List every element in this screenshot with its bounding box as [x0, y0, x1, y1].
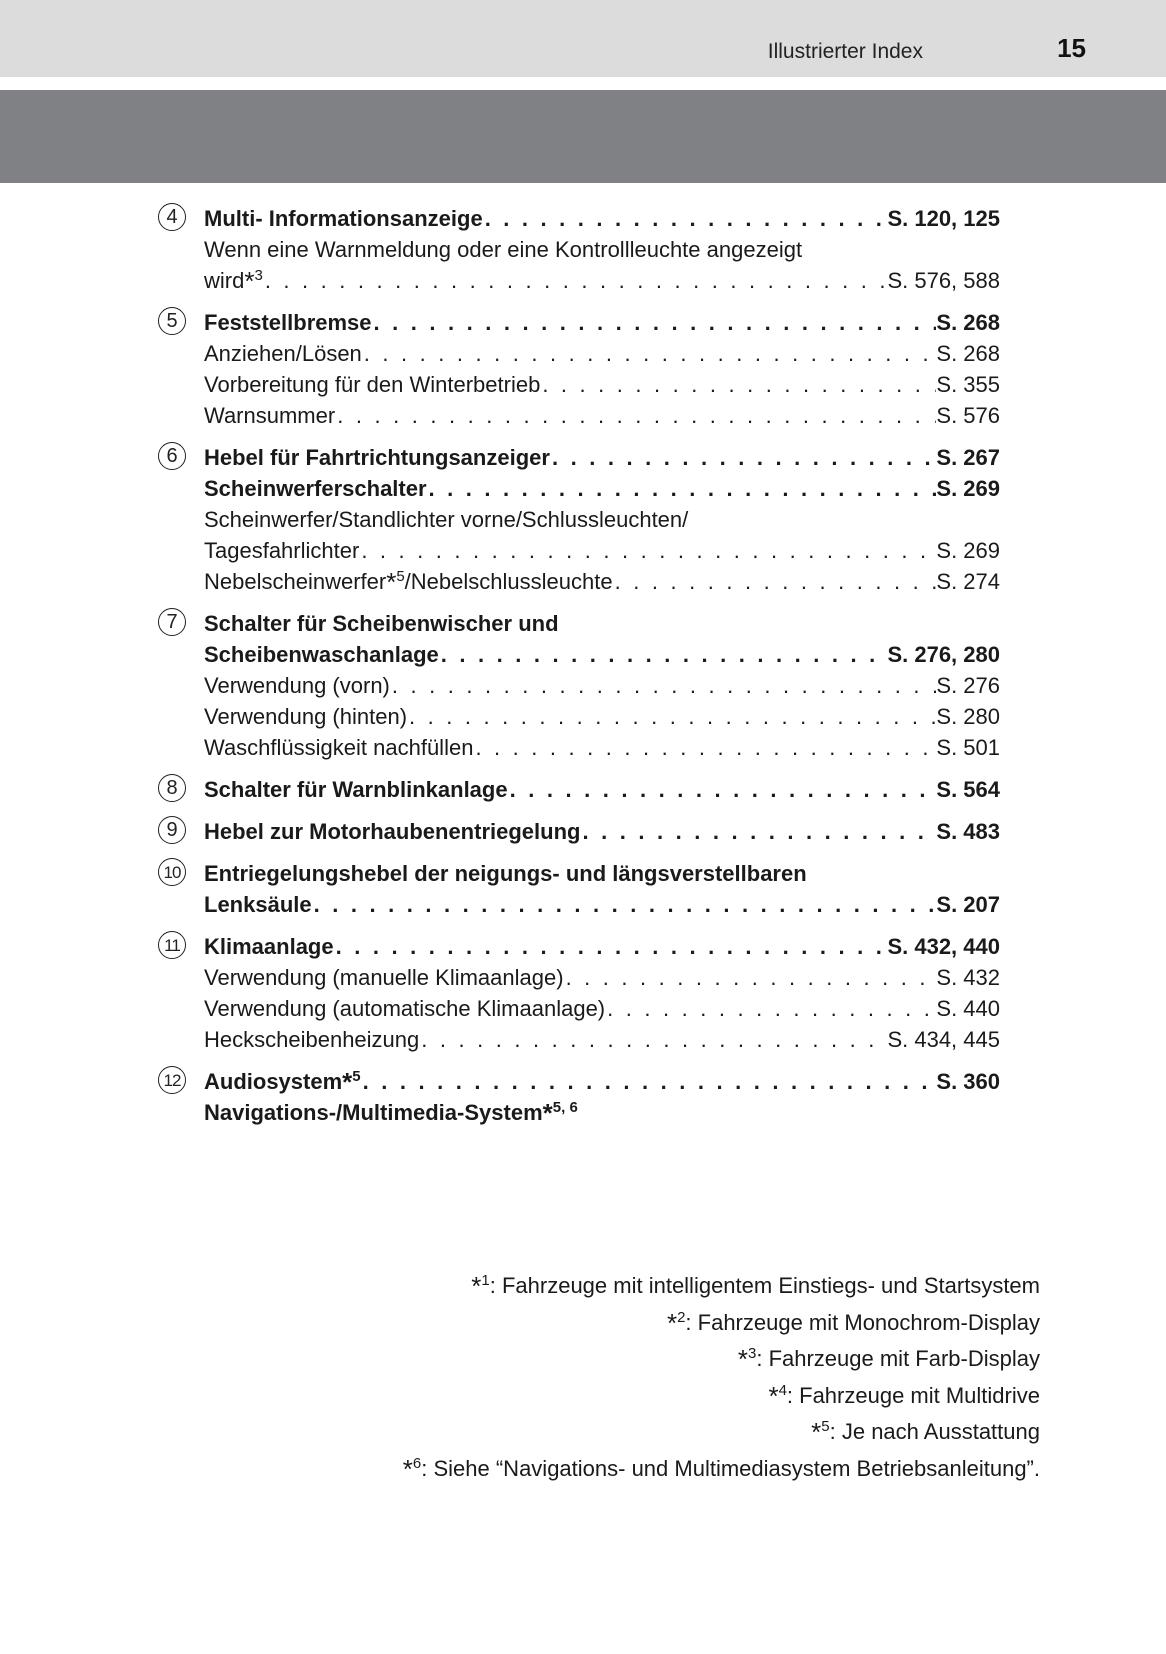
index-section: [158, 307, 1000, 431]
index-entry-sub: [204, 504, 1000, 535]
entry-label: [204, 962, 564, 993]
index-entry-sub: [204, 234, 1000, 265]
index-entry-sub: [204, 993, 1000, 1024]
page-reference: S. 269: [936, 476, 1000, 501]
circled-number-icon: 6: [158, 442, 186, 470]
entry-text: Nebelscheinwerfer: [204, 569, 387, 594]
page-reference: S. 360: [936, 1069, 1000, 1094]
entry-label: [204, 566, 613, 598]
page-reference: S. 120, 125: [887, 206, 1000, 231]
index-entry-sub: [204, 701, 1000, 732]
entry-label: [204, 265, 263, 297]
entry-text: Feststellbremse: [204, 310, 372, 335]
circled-number-icon: 11: [158, 931, 186, 959]
dot-leader: [483, 203, 888, 234]
circled-number-icon: 8: [158, 774, 186, 802]
circled-number-icon: 4: [158, 203, 186, 231]
page-reference: S. 440: [936, 996, 1000, 1021]
entry-label: [204, 931, 334, 962]
page-reference: S. 355: [936, 372, 1000, 397]
index-entry-main: [204, 639, 1000, 670]
entry-text: Verwendung (automatische Klimaanlage): [204, 996, 606, 1021]
footnote-marker: *: [471, 1271, 482, 1301]
entry-label: [204, 369, 540, 400]
dot-leader: [362, 338, 937, 369]
entry-label: [204, 338, 362, 369]
footnote-text: : Siehe “Navigations- und Multimediasystem Betriebsanleitung”.: [421, 1455, 1040, 1481]
dot-leader: [335, 400, 936, 431]
dot-leader: [550, 442, 936, 473]
dot-leader: [605, 993, 936, 1024]
footnote-marker: *: [811, 1417, 822, 1447]
header-band: [0, 0, 1166, 77]
page-reference: S. 268: [936, 341, 1000, 366]
index-entry-sub: [204, 962, 1000, 993]
page-reference: S. 268: [936, 310, 1000, 335]
entry-label: [204, 670, 390, 701]
footnote-line: [403, 1414, 1040, 1451]
dot-leader: [613, 566, 937, 597]
index-entry-main: [204, 931, 1000, 962]
circled-number-icon: 12: [158, 1066, 186, 1094]
footnote-marker: *: [542, 1098, 553, 1128]
entry-text: Schalter für Warnblinkanlage: [204, 777, 508, 802]
index-section: [158, 774, 1000, 805]
index-section: [158, 858, 1000, 920]
footnote-marker: *: [666, 1307, 678, 1338]
index-section: [158, 931, 1000, 1055]
footnote-text: : Fahrzeuge mit Monochrom-Display: [685, 1309, 1040, 1335]
footnote-ref: 5: [352, 1068, 361, 1085]
index-entry-main: [204, 816, 1000, 847]
dot-leader: [407, 701, 936, 732]
footnote-ref: 3: [254, 267, 263, 284]
index-entry-sub: [204, 369, 1000, 400]
page-reference: S. 434, 445: [887, 1027, 1000, 1052]
header-divider: [0, 77, 1166, 90]
footnote-line: [403, 1451, 1040, 1488]
index-section: [158, 442, 1000, 597]
entry-label: [204, 608, 559, 639]
section-banner: [0, 90, 1166, 183]
entry-text: Verwendung (manuelle Klimaanlage): [204, 965, 564, 990]
entry-label: [204, 701, 407, 732]
entry-label: [204, 816, 580, 847]
footnote-text: : Je nach Ausstattung: [829, 1419, 1040, 1444]
footnote-marker: *: [768, 1380, 779, 1411]
index-entry-sub: [204, 670, 1000, 701]
entry-text: Scheinwerfer/Standlichter vorne/Schlussleuchten/: [204, 507, 689, 532]
dot-leader: [427, 473, 937, 504]
page-reference: S. 280: [936, 704, 1000, 729]
index-entry-sub: [204, 535, 1000, 566]
dot-leader: [473, 732, 936, 763]
page-number: 15: [1057, 33, 1086, 63]
dot-leader: [419, 1024, 887, 1055]
circled-number-icon: 9: [158, 816, 186, 844]
index-entry-main: [204, 307, 1000, 338]
footnote-line: [403, 1341, 1040, 1378]
index-entry-main: [204, 442, 1000, 473]
entry-label: [204, 858, 807, 889]
dot-leader: [439, 639, 888, 670]
page-reference: S. 432, 440: [887, 934, 1000, 959]
page-reference: S. 501: [936, 735, 1000, 760]
index-entry-sub: [204, 338, 1000, 369]
circled-number-icon: 7: [158, 608, 186, 636]
entry-text: Navigations-/Multimedia-System: [204, 1100, 543, 1125]
footnote-ref: 5: [396, 568, 405, 585]
entry-label: [204, 234, 802, 265]
footnote-number: 4: [778, 1381, 787, 1399]
index-entry-main: [204, 203, 1000, 234]
dot-leader: [390, 670, 937, 701]
footnote-marker: *: [402, 1453, 413, 1484]
entry-text: Anziehen/Lösen: [204, 341, 362, 366]
footnote-text: : Fahrzeuge mit intelligentem Einstiegs- und Startsystem: [489, 1273, 1040, 1298]
entry-text: Wenn eine Warnmeldung oder eine Kontrollleuchte angezeigt: [204, 237, 803, 262]
dot-leader: [564, 962, 937, 993]
page-reference: S. 432: [936, 965, 1000, 990]
footnotes: [403, 1268, 1040, 1487]
footnote-ref: 5, 6: [552, 1099, 578, 1116]
index-entry-main: [204, 473, 1000, 504]
index-entry-sub: [204, 1024, 1000, 1055]
index-entry-main: [204, 1066, 1000, 1097]
page-reference: S. 576, 588: [887, 268, 1000, 293]
footnote-line: [403, 1305, 1040, 1342]
entry-text-continued: /Nebelschlussleuchte: [404, 569, 613, 594]
footnote-line: [403, 1378, 1040, 1415]
entry-text: Waschflüssigkeit nachfüllen: [204, 735, 474, 760]
dot-leader: [540, 369, 936, 400]
footnote-line: [403, 1268, 1040, 1305]
entry-text: Lenksäule: [204, 892, 312, 917]
entry-label: [204, 400, 335, 431]
entry-text: Vorbereitung für den Winterbetrieb: [204, 372, 541, 397]
index-entry-sub: [204, 732, 1000, 763]
entry-text: Warnsummer: [204, 403, 336, 428]
entry-label: [204, 473, 427, 504]
entry-text: Verwendung (hinten): [204, 704, 408, 729]
footnote-number: 2: [677, 1308, 686, 1326]
entry-text: Hebel zur Motorhaubenentriegelung: [204, 819, 581, 844]
page-reference: S. 207: [936, 892, 1000, 917]
entry-label: [204, 307, 372, 338]
entry-text: Tagesfahrlichter: [204, 538, 360, 563]
index-section: [158, 608, 1000, 763]
dot-leader: [580, 816, 936, 847]
index-entry-main: [204, 889, 1000, 920]
page-reference: S. 269: [936, 538, 1000, 563]
index-entry-main: [204, 608, 1000, 639]
index-section: [158, 1066, 1000, 1128]
entry-text: Klimaanlage: [204, 934, 334, 959]
dot-leader: [508, 774, 937, 805]
entry-text: Audiosystem: [204, 1069, 343, 1094]
dot-leader: [312, 889, 937, 920]
page-reference: S. 274: [936, 569, 1000, 594]
footnote-text: : Fahrzeuge mit Farb-Display: [756, 1346, 1040, 1371]
entry-label: [204, 774, 508, 805]
page-reference: S. 276: [936, 673, 1000, 698]
footnote-marker: *: [737, 1344, 748, 1374]
index-entry-main: [204, 858, 1000, 889]
entry-label: [204, 1097, 578, 1129]
footnote-number: 6: [412, 1454, 422, 1472]
entry-text: Hebel für Fahrtrichtungsanzeiger: [204, 445, 550, 470]
entry-label: [204, 889, 312, 920]
dot-leader: [361, 1066, 937, 1097]
circled-number-icon: 5: [158, 307, 186, 335]
circled-number-icon: 10: [158, 858, 186, 886]
page-reference: S. 483: [936, 819, 1000, 844]
entry-label: [204, 1024, 419, 1055]
entry-text: Scheibenwaschanlage: [204, 642, 439, 667]
footnote-number: 5: [821, 1418, 830, 1435]
entry-label: [204, 1066, 361, 1098]
footnote-number: 1: [481, 1272, 490, 1289]
entry-label: [204, 732, 473, 763]
entry-label: [204, 504, 688, 535]
index-entry-sub: [204, 566, 1000, 597]
header-title: Illustrierter Index: [767, 40, 923, 63]
index-entry-sub: [204, 265, 1000, 296]
entry-label: [204, 993, 605, 1024]
entry-text: wird: [204, 268, 245, 293]
index-section: [158, 816, 1000, 847]
footnote-text: : Fahrzeuge mit Multidrive: [786, 1382, 1040, 1408]
page-reference: S. 267: [936, 445, 1000, 470]
entry-text: Heckscheibenheizung: [204, 1027, 420, 1052]
footnote-number: 3: [748, 1345, 757, 1362]
dot-leader: [359, 535, 936, 566]
index-entry-main: [204, 774, 1000, 805]
page-reference: S. 564: [936, 777, 1000, 802]
entry-text: Verwendung (vorn): [204, 673, 390, 698]
footnote-marker: *: [342, 1067, 353, 1097]
dot-leader: [334, 931, 888, 962]
entry-label: [204, 639, 439, 670]
page-reference: S. 576: [936, 403, 1000, 428]
entry-label: [204, 203, 483, 234]
entry-text: Schalter für Scheibenwischer und: [204, 611, 559, 636]
entry-text: Multi- Informationsanzeige: [204, 206, 483, 231]
index-list: [158, 203, 1000, 1139]
entry-text: Entriegelungshebel der neigungs- und längsverstellbaren: [204, 861, 807, 886]
page-reference: S. 276, 280: [887, 642, 1000, 667]
dot-leader: [263, 265, 888, 296]
footnote-marker: *: [386, 567, 397, 597]
index-section: [158, 203, 1000, 296]
entry-label: [204, 442, 550, 473]
entry-label: [204, 535, 359, 566]
entry-text: Scheinwerferschalter: [204, 476, 427, 501]
index-entry-main: [204, 1097, 1000, 1128]
footnote-marker: *: [244, 266, 255, 296]
dot-leader: [372, 307, 937, 338]
index-entry-sub: [204, 400, 1000, 431]
